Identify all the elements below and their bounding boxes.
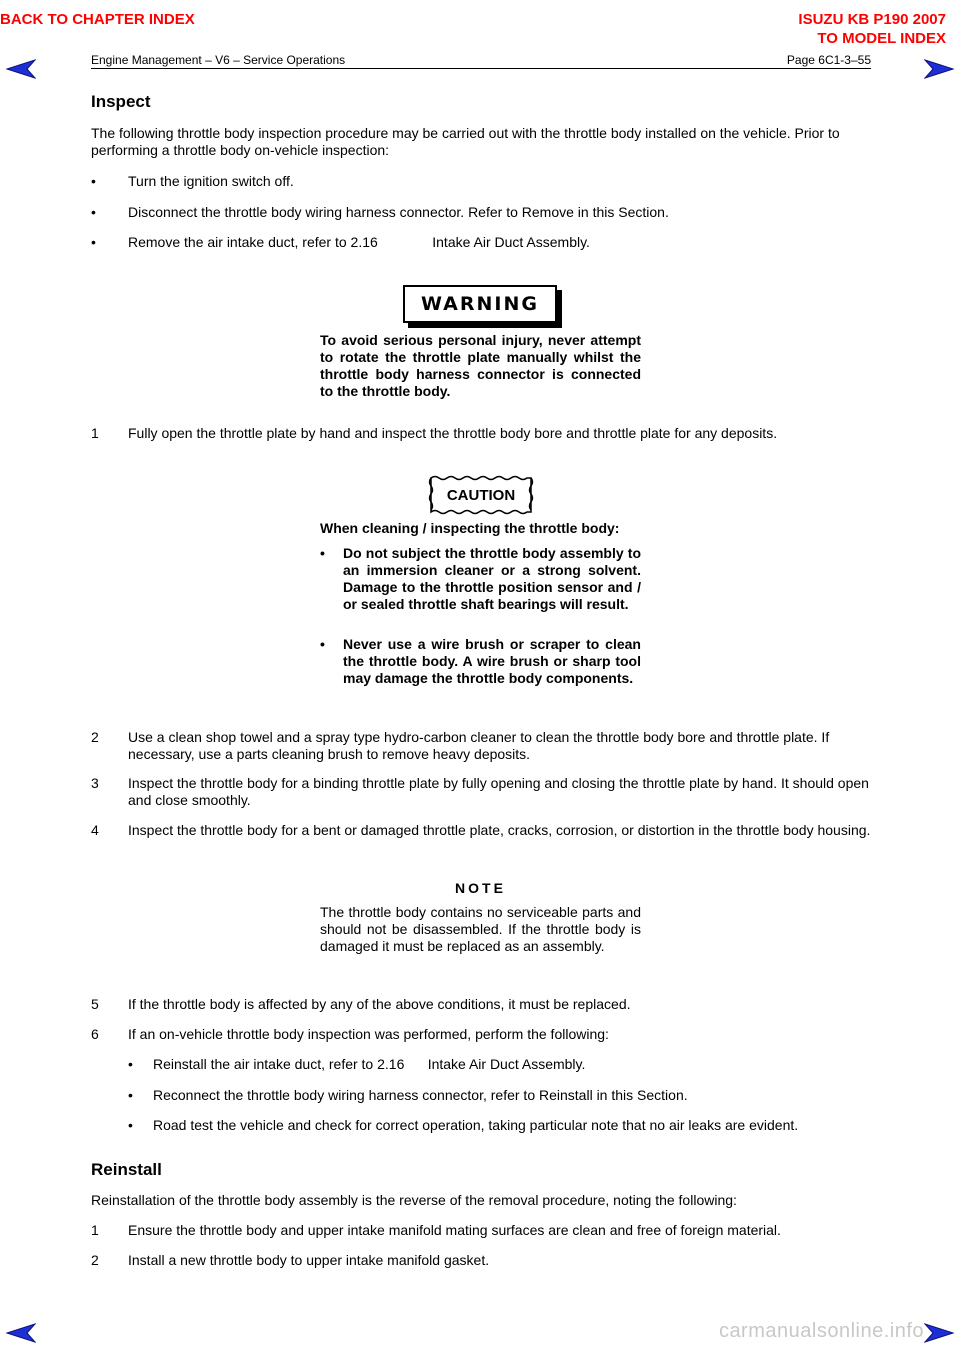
bullet-icon: • (320, 636, 325, 652)
note-text: The throttle body contains no serviceable parts and should not be disassembled. If the throttle body is damaged it must be replaced as an assembly. (320, 904, 641, 954)
bullet-icon: • (320, 545, 325, 561)
note-label: NOTE (455, 880, 506, 896)
caution-item: Never use a wire brush or scraper to clean the throttle body. A wire brush or sharp tool may damage the throttle body components. (343, 636, 641, 686)
next-page-arrow-icon[interactable] (924, 58, 954, 80)
reinstall-intro: Reinstallation of the throttle body assembly is the reverse of the removal procedure, noting the following: (91, 1192, 737, 1208)
inspect-intro: The following throttle body inspection procedure may be carried out with the throttle body installed on the vehicle. Prior to performing a throttle body on-vehicle inspection: (91, 125, 840, 158)
caution-badge: CAUTION (446, 486, 516, 504)
running-header-title: Engine Management – V6 – Service Operations (91, 53, 346, 67)
inspect-heading: Inspect (91, 92, 151, 111)
warning-badge: WARNING (403, 285, 557, 323)
prev-page-arrow-icon[interactable] (6, 58, 36, 80)
page-number: Page 6C1-3–55 (786, 53, 871, 67)
prev-page-arrow-icon[interactable] (6, 1322, 36, 1344)
caution-intro: When cleaning / inspecting the throttle body: (320, 520, 620, 536)
header-rule (91, 68, 871, 69)
watermark: carmanualsonline.info (718, 1320, 924, 1342)
caution-item: Do not subject the throttle body assembly to an immersion cleaner or a strong solvent. Damage to the throttle position sensor and / or sealed throttle shaft bearings will result. (343, 545, 641, 612)
model-title-link[interactable]: ISUZU KB P190 2007 (798, 11, 946, 28)
warning-text: To avoid serious personal injury, never attempt to rotate the throttle plate manually whilst the throttle body harness connector is connected to the throttle body. (320, 332, 641, 399)
reinstall-heading: Reinstall (91, 1160, 162, 1179)
back-to-chapter-index-link[interactable]: BACK TO CHAPTER INDEX (0, 11, 195, 28)
next-page-arrow-icon[interactable] (924, 1322, 954, 1344)
to-model-index-link[interactable]: TO MODEL INDEX (817, 30, 946, 47)
